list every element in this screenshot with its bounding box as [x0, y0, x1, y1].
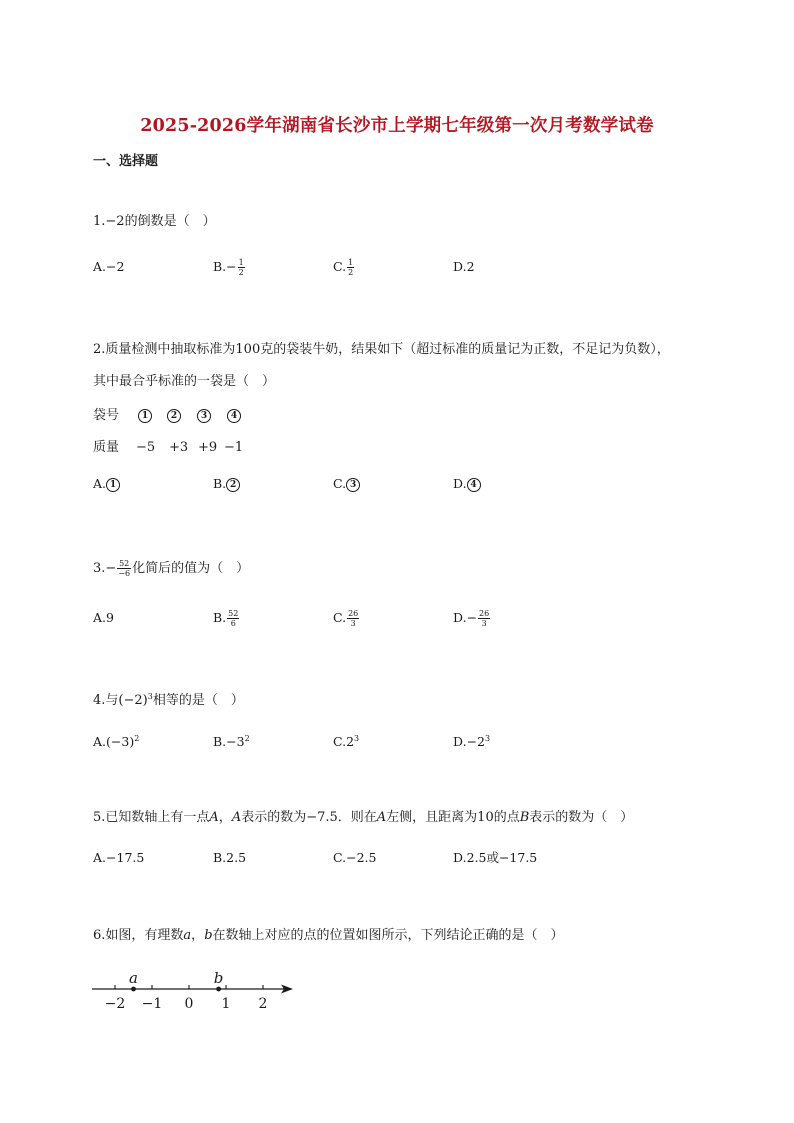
q3-option-c[interactable]	[333, 609, 360, 628]
point-a-label: a	[129, 969, 138, 987]
option-letter: D.	[453, 610, 467, 625]
circled-number: 4	[467, 478, 481, 492]
q4-option-b[interactable]	[213, 733, 250, 751]
mass-3: +9	[198, 440, 218, 455]
option-text: −2.5	[346, 850, 377, 865]
option-letter: C.	[333, 259, 347, 274]
option-letter: B.	[213, 259, 227, 274]
option-letter: B.	[213, 850, 227, 865]
numerator: 1	[238, 258, 244, 267]
q5-option-b[interactable]	[213, 849, 246, 867]
option-letter: A.	[93, 259, 107, 274]
denominator: 3	[350, 619, 356, 628]
q1-option-b[interactable]	[213, 258, 246, 277]
q3-option-b[interactable]	[213, 609, 240, 628]
fraction	[117, 559, 131, 578]
q4-option-a[interactable]	[93, 733, 139, 751]
circled-number: 1	[138, 409, 152, 423]
stem-text: 5.已知数轴上有一点	[93, 810, 210, 825]
q1-option-c[interactable]	[333, 258, 355, 277]
point-group	[129, 969, 223, 991]
numerator: 52	[228, 609, 239, 618]
option-letter: D.	[453, 476, 467, 491]
number-line-figure	[88, 962, 308, 1014]
mass-2: +3	[169, 440, 189, 455]
option-letter: B.	[213, 610, 227, 625]
power-base: −3	[226, 734, 245, 749]
option-text: 9	[106, 610, 114, 625]
option-text: 2.5或−17.5	[466, 850, 538, 865]
numerator: 26	[479, 609, 490, 618]
variable-letter: a	[183, 928, 192, 943]
fraction	[238, 258, 245, 277]
stem-text: ，	[218, 810, 232, 825]
option-text: −17.5	[106, 850, 145, 865]
option-letter: A.	[93, 734, 107, 749]
numerator: 52	[119, 559, 130, 568]
power-base: (−3)	[106, 734, 135, 749]
point-letter: B	[519, 810, 530, 825]
option-letter: D.	[453, 259, 467, 274]
denominator: 6	[230, 619, 236, 628]
option-letter: C.	[333, 476, 347, 491]
bag-number-label: 袋号	[93, 408, 120, 423]
stem-prefix: 3.−	[93, 561, 117, 576]
power-base: −2	[466, 734, 485, 749]
q2-option-b[interactable]	[213, 475, 240, 493]
exponent: 3	[485, 734, 491, 743]
q1-option-d[interactable]	[453, 258, 475, 276]
point-b-dot	[216, 987, 221, 992]
fraction	[347, 609, 359, 628]
option-prefix: −	[226, 259, 237, 274]
mass-4: −1	[224, 440, 244, 455]
option-letter: A.	[93, 850, 107, 865]
exponent: 2	[134, 734, 140, 743]
option-text: −2	[106, 259, 125, 274]
option-prefix: −	[466, 610, 478, 625]
denominator: 2	[238, 268, 244, 277]
tick-label: 0	[184, 996, 194, 1012]
option-letter: B.	[213, 734, 227, 749]
tick-label: 1	[221, 996, 231, 1012]
numerator: 1	[348, 258, 354, 267]
q2-option-c[interactable]	[333, 475, 360, 493]
denominator: 2	[348, 268, 354, 277]
q4-option-d[interactable]	[453, 733, 490, 751]
exam-title: 2025-2026学年湖南省长沙市上学期七年级第一次月考数学试卷	[140, 116, 654, 136]
point-letter: A	[376, 810, 387, 825]
question-2-stem-line1: 2.质量检测中抽取标准为100克的袋装牛奶，结果如下（超过标准的质量记为正数，不足记为负数），	[93, 342, 670, 357]
denominator: 3	[481, 619, 487, 628]
circled-number: 2	[167, 409, 181, 423]
q4-option-c[interactable]	[333, 733, 359, 751]
q1-option-a[interactable]	[93, 258, 124, 276]
bag-1	[138, 407, 152, 425]
mass-label: 质量	[93, 440, 120, 455]
denominator: −6	[118, 569, 131, 578]
option-letter: A.	[93, 610, 107, 625]
stem-text: ，	[191, 928, 205, 943]
circled-number: 3	[346, 478, 360, 492]
bag-4	[227, 407, 241, 425]
tick-label: −2	[104, 996, 126, 1012]
question-6-stem	[93, 927, 564, 945]
q5-option-d[interactable]	[453, 849, 537, 867]
numerator: 26	[348, 609, 359, 618]
point-letter: A	[231, 810, 242, 825]
exponent: 3	[147, 692, 153, 701]
option-letter: C.	[333, 734, 347, 749]
circled-number: 2	[226, 478, 240, 492]
option-text: 2.5	[226, 850, 247, 865]
option-letter: B.	[213, 476, 227, 491]
section-heading: 一、选择题	[93, 154, 159, 169]
q5-option-c[interactable]	[333, 849, 376, 867]
exponent: 3	[354, 734, 360, 743]
q2-option-a[interactable]	[93, 475, 120, 493]
stem-text: 表示的数为（ ）	[529, 810, 634, 825]
fraction	[227, 609, 239, 628]
point-letter: A	[209, 810, 219, 825]
tick-label: −1	[141, 996, 163, 1012]
option-letter: C.	[333, 610, 347, 625]
exponent: 2	[244, 734, 250, 743]
question-4-stem	[93, 692, 244, 710]
question-2-stem-line2: 其中最合乎标准的一袋是（ ）	[93, 374, 276, 389]
variable-letter: b	[204, 928, 213, 943]
stem-suffix: 相等的是（ ）	[152, 693, 244, 708]
question-1-stem: 1.−2的倒数是（ ）	[93, 214, 216, 229]
stem-suffix: 化简后的值为（ ）	[132, 561, 250, 576]
power-base: 2	[346, 734, 355, 749]
q3-option-d[interactable]	[453, 609, 491, 628]
fraction	[347, 258, 354, 277]
tick-label: 2	[258, 996, 268, 1012]
question-3-stem	[93, 559, 249, 578]
bag-3	[197, 407, 211, 425]
fraction	[478, 609, 490, 628]
option-letter: D.	[453, 850, 467, 865]
stem-text: 在数轴上对应的点的位置如图所示，下列结论正确的是（ ）	[212, 928, 564, 943]
circled-number: 4	[227, 409, 241, 423]
stem-prefix: 4.与(−2)	[93, 693, 148, 708]
option-letter: D.	[453, 734, 467, 749]
bag-2	[167, 407, 181, 425]
mass-1: −5	[136, 440, 156, 455]
circled-number: 1	[106, 478, 120, 492]
q5-option-a[interactable]	[93, 849, 144, 867]
q3-option-a[interactable]	[93, 609, 114, 627]
option-letter: A.	[93, 476, 107, 491]
point-b-label: b	[213, 969, 224, 987]
question-5-stem	[93, 809, 633, 827]
point-a-dot	[131, 987, 136, 992]
option-text: 2	[466, 259, 475, 274]
q2-option-d[interactable]	[453, 475, 481, 493]
stem-text: 6.如图，有理数	[93, 928, 184, 943]
stem-text: 表示的数为−7.5．则在	[241, 810, 377, 825]
option-letter: C.	[333, 850, 347, 865]
stem-text: 左侧，且距离为10的点	[386, 810, 520, 825]
circled-number: 3	[197, 409, 211, 423]
